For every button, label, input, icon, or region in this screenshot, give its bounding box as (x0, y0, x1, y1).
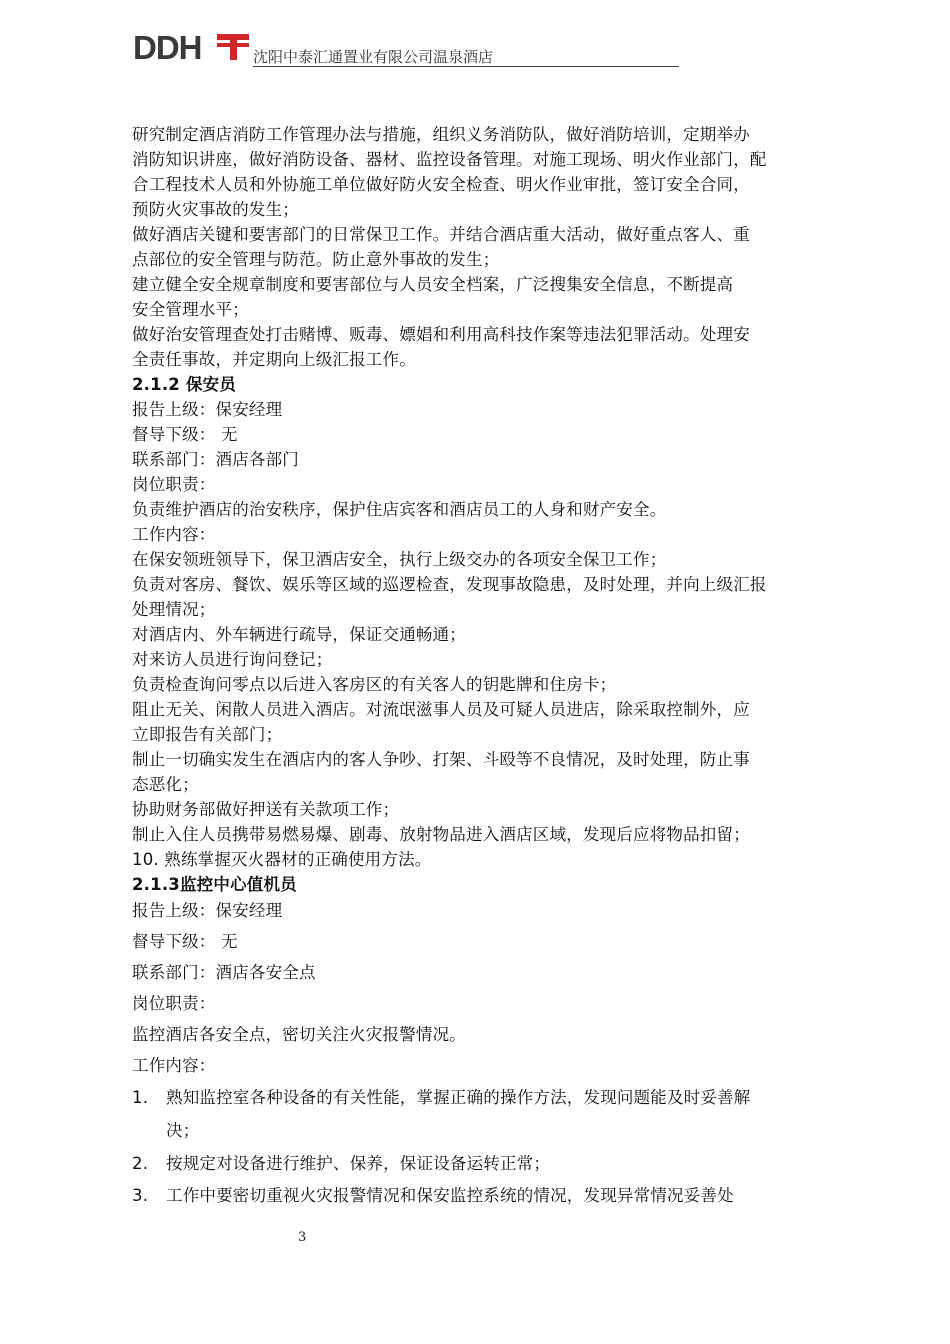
ddht-logo (133, 28, 251, 66)
work-item: 对来访人员进行询问登记； (132, 650, 333, 669)
duty-text: 监控酒店各安全点，密切关注火灾报警情况。 (132, 1025, 466, 1044)
work-item (132, 1185, 734, 1207)
item-number: 2. (132, 1154, 149, 1173)
work-item: 协助财务部做好押送有关款项工作； (132, 800, 400, 819)
report-line: 报告上级：保安经理 (132, 400, 283, 419)
duty-label: 岗位职责： (132, 994, 216, 1013)
item-text: 按规定对设备进行维护、保养，保证设备运转正常； (166, 1154, 551, 1173)
work-item: 制止一切确实发生在酒店内的客人争吵、打架、斗殴等不良情况，及时处理，防止事 (132, 750, 750, 769)
work-label: 工作内容： (132, 525, 216, 544)
work-item (132, 1087, 751, 1109)
text-line: 全责任事故，并定期向上级汇报工作。 (132, 350, 416, 369)
page-number: 3 (298, 1230, 307, 1245)
company-name: 沈阳中泰汇通置业有限公司温泉酒店 (253, 48, 494, 66)
text-line: 安全管理水平； (132, 300, 249, 319)
text-line: 做好治安管理查处打击赌博、贩毒、嫖娼和利用高科技作案等违法犯罪活动。处理安 (132, 325, 750, 344)
supervise-line: 督导下级： 无 (132, 425, 238, 444)
text-line: 预防火灾事故的发生； (132, 200, 299, 219)
svg-text:DDH: DDH (133, 29, 202, 66)
text-line: 点部位的安全管理与防范。防止意外事故的发生； (132, 250, 500, 269)
page-header (133, 28, 679, 68)
work-item: 10. 熟练掌握灭火器材的正确使用方法。 (132, 850, 432, 869)
work-item: 在保安领班领导下，保卫酒店安全，执行上级交办的各项安全保卫工作； (132, 550, 667, 569)
work-item (132, 1153, 550, 1175)
duty-text: 负责维护酒店的治安秩序，保护住店宾客和酒店员工的人身和财产安全。 (132, 500, 667, 519)
duty-label: 岗位职责： (132, 475, 216, 494)
section-heading: 2.1.3监控中心值机员 (132, 875, 297, 894)
work-item-continued: 决； (166, 1121, 200, 1140)
contact-line: 联系部门：酒店各安全点 (132, 963, 316, 982)
work-item: 处理情况； (132, 600, 216, 619)
work-item: 立即报告有关部门； (132, 725, 283, 744)
item-text: 工作中要密切重视火灾报警情况和保安监控系统的情况，发现异常情况妥善处 (166, 1186, 734, 1205)
item-number: 1. (132, 1088, 149, 1107)
supervise-line: 督导下级： 无 (132, 932, 238, 951)
section-heading: 2.1.2 保安员 (132, 375, 237, 394)
work-item: 负责对客房、餐饮、娱乐等区域的巡逻检查，发现事故隐患，及时处理，并向上级汇报 (132, 575, 767, 594)
text-line: 合工程技术人员和外协施工单位做好防火安全检查、明火作业审批，签订安全合同， (132, 175, 750, 194)
work-item: 负责检查询问零点以后进入客房区的有关客人的钥匙牌和住房卡； (132, 675, 617, 694)
header-rule (253, 66, 679, 67)
work-item: 态恶化； (132, 775, 199, 794)
report-line: 报告上级：保安经理 (132, 901, 283, 920)
work-item: 阻止无关、闲散人员进入酒店。对流氓滋事人员及可疑人员进店，除采取控制外，应 (132, 700, 750, 719)
work-item: 对酒店内、外车辆进行疏导，保证交通畅通； (132, 625, 466, 644)
text-line: 消防知识讲座，做好消防设备、器材、监控设备管理。对施工现场、明火作业部门，配 (132, 150, 767, 169)
text-line: 做好酒店关键和要害部门的日常保卫工作。并结合酒店重大活动，做好重点客人、重 (132, 225, 750, 244)
work-label: 工作内容： (132, 1056, 216, 1075)
contact-line: 联系部门：酒店各部门 (132, 450, 299, 469)
text-line: 研究制定酒店消防工作管理办法与措施，组织义务消防队，做好消防培训，定期举办 (132, 125, 750, 144)
work-item: 制止入住人员携带易燃易爆、剧毒、放射物品进入酒店区域，发现后应将物品扣留； (132, 825, 750, 844)
item-text: 熟知监控室各种设备的有关性能，掌握正确的操作方法，发现问题能及时妥善解 (166, 1088, 751, 1107)
item-number: 3. (132, 1186, 149, 1205)
text-line: 建立健全安全规章制度和要害部位与人员安全档案，广泛搜集安全信息，不断提高 (132, 275, 734, 294)
